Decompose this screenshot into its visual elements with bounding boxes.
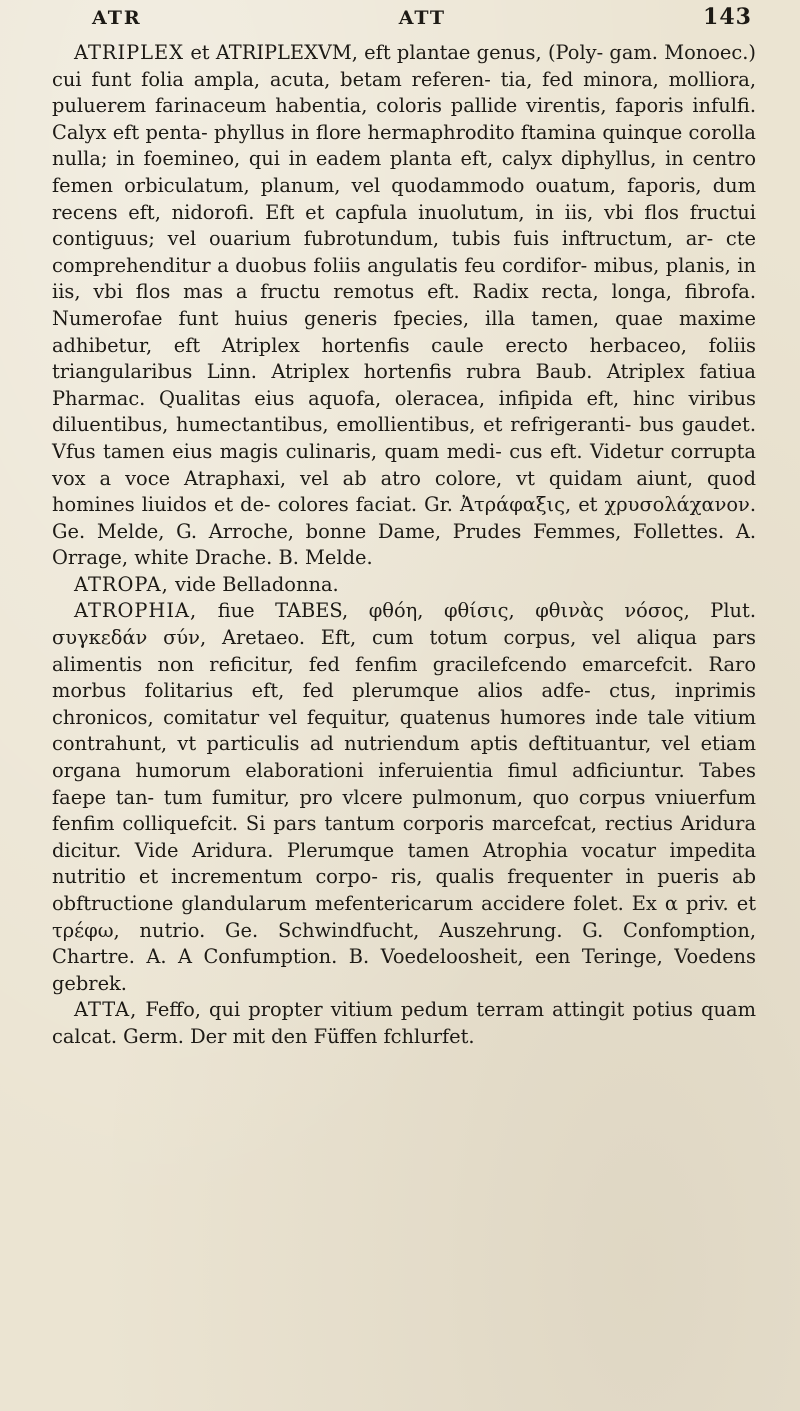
entry-term: ATROPA, [74, 572, 169, 596]
entry-term: ATROPHIA, [74, 599, 198, 623]
entry-term: ATRIPLEX [74, 41, 185, 64]
page-number: 143 [703, 4, 752, 30]
bottom-margin [52, 1051, 756, 1071]
entry-text: Feffo, qui propter vitium pedum terram attingit potius quam calcat. Germ. Der mit den Füffen fchlurfet. [52, 998, 756, 1048]
entry-atrophia [52, 598, 756, 997]
header-right-headword: ATT [398, 7, 446, 29]
page-text [52, 40, 756, 1051]
entry-term: ATTA, [74, 998, 138, 1022]
entry-text: fiue TABES, φθόη, φθίσις, φθινὰς νόσος, Plut. συγκεδάν σύν, Aretaeo. Eft, cum totum corpus, vel aliqua pars alimentis non reficitur, fed fenfim gracilefcendo emarcefcit. Raro morbus folitarius eft, fed plerumque alios adfe- ctus, inprimis chronicos, comitatur vel fequitur, quatenus humores inde tale vitium contrahunt, vt particulis ad nutriendum aptis deftituantur, vel etiam organa humorum elaborationi inferuientia fimul adficiuntur. Tabes faepe tan- tum fumitur, pro vlcere pulmonum, quo corpus vniuerfum fenfim colliquefcit. Si pars tantum corporis marcefcat, rectius Aridura dicitur. Vide Aridura. Plerumque tamen Atrophia vocatur impedita nutritio et incrementum corpo- ris, qualis frequenter in pueris ab obftructione glandularum mefentericarum accidere folet. Ex α priv. et τρέφω, nutrio. Ge. Schwindfucht, Auszehrung. G. Confomption, Chartre. A. A Confumption. B. Voedeloosheit, een Teringe, Voedens gebrek. [52, 599, 756, 995]
entry-text: vide Belladonna. [174, 572, 339, 596]
entry-atropa [52, 572, 756, 599]
entry-atta [52, 997, 756, 1050]
entry-text: et ATRIPLEXVM, eft plantae genus, (Poly- gam. Monoec.) cui funt folia ampla, acuta, betam referen- tia, fed minora, molliora, puluerem farinaceum habentia, coloris pallide virentis, faporis infulfi. Calyx eft penta- phyllus in flore hermaphrodito ftamina quinque corolla nulla; in foemineo, qui in eadem planta eft, calyx diphyllus, in centro femen orbiculatum, planum, vel quodammodo ouatum, faporis, dum recens eft, nidorofi. Eft et capfula inuolutum, in iis, vbi flos fructui contiguus; vel ouarium fubrotundum, tubis fuis inftructum, ar- cte comprehenditur a duobus foliis angulatis feu cordifor- mibus, planis, in iis, vbi flos mas a fructu remotus eft. Radix recta, longa, fibrofa. Numerofae funt huius generis fpecies, illa tamen, quae maxime adhibetur, eft Atriplex hortenfis caule erecto herbaceo, foliis triangularibus Linn. Atriplex hortenfis rubra Baub. Atriplex fatiua Pharmac. Qualitas eius aquofa, oleracea, infipida eft, hinc viribus diluentibus, humectantibus, emollientibus, et refrigeranti- bus gaudet. Vfus tamen eius magis culinaris, quam medi- cus eft. Videtur corrupta vox a voce Atraphaxi, vel ab atro colore, vt quidam aiunt, quod homines liuidos et de- colores faciat. Gr. Ἀτράφαξις, et χρυσολάχανον. Ge. Melde, G. Arroche, bonne Dame, Prudes Femmes, Follettes. A. Orrage, white Drache. B. Melde. [52, 41, 756, 570]
entry-atriplex [52, 40, 756, 572]
header-left-headword: ATR [92, 7, 142, 29]
running-header [52, 4, 756, 40]
